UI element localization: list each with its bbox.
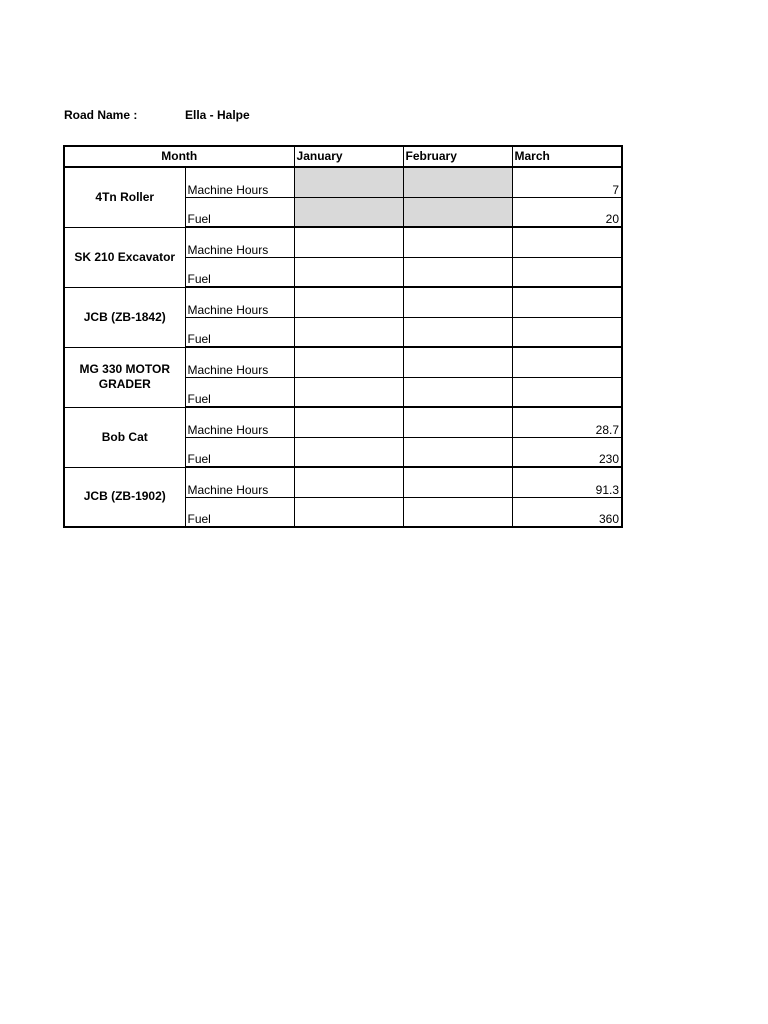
metric-label-cell[interactable]: Machine Hours [185,167,294,197]
value-cell-january[interactable] [294,167,403,197]
table-body [64,146,622,527]
metric-label-cell[interactable]: Machine Hours [185,467,294,497]
table-row [64,347,622,377]
machine-name-cell[interactable]: Bob Cat [64,407,185,467]
machine-name-cell[interactable]: JCB (ZB-1842) [64,287,185,347]
value-cell-march[interactable] [512,287,622,317]
value-cell-january[interactable] [294,437,403,467]
value-cell-january[interactable] [294,257,403,287]
value-cell-february[interactable] [403,257,512,287]
value-cell-march[interactable]: 20 [512,197,622,227]
table-row [64,407,622,437]
value-cell-february[interactable] [403,347,512,377]
value-cell-january[interactable] [294,377,403,407]
value-cell-january[interactable] [294,317,403,347]
value-cell-march[interactable] [512,227,622,257]
value-cell-january[interactable] [294,197,403,227]
road-name-label: Road Name : [64,108,138,122]
metric-label-cell[interactable]: Fuel [185,317,294,347]
metric-label-cell[interactable]: Machine Hours [185,407,294,437]
machine-name-cell[interactable]: MG 330 MOTOR GRADER [64,347,185,407]
metric-label-cell[interactable]: Fuel [185,377,294,407]
month-header-january[interactable]: January [294,146,403,167]
value-cell-february[interactable] [403,437,512,467]
value-cell-february[interactable] [403,497,512,527]
value-cell-february[interactable] [403,467,512,497]
metric-label-cell[interactable]: Machine Hours [185,287,294,317]
machine-name-cell[interactable]: JCB (ZB-1902) [64,467,185,527]
table-row [64,167,622,197]
machine-name-cell[interactable]: SK 210 Excavator [64,227,185,287]
value-cell-february[interactable] [403,287,512,317]
metric-label-cell[interactable]: Machine Hours [185,347,294,377]
table-row [64,287,622,317]
metric-label-cell[interactable]: Fuel [185,497,294,527]
value-cell-january[interactable] [294,497,403,527]
metric-label-cell[interactable]: Fuel [185,437,294,467]
month-header[interactable]: Month [64,146,294,167]
value-cell-january[interactable] [294,347,403,377]
value-cell-march[interactable]: 230 [512,437,622,467]
value-cell-february[interactable] [403,407,512,437]
value-cell-march[interactable] [512,377,622,407]
value-cell-march[interactable]: 28.7 [512,407,622,437]
month-header-march[interactable]: March [512,146,622,167]
header-row [64,146,622,167]
value-cell-february[interactable] [403,227,512,257]
value-cell-february[interactable] [403,167,512,197]
value-cell-march[interactable]: 360 [512,497,622,527]
month-header-february[interactable]: February [403,146,512,167]
value-cell-february[interactable] [403,377,512,407]
value-cell-march[interactable] [512,347,622,377]
road-name-value: Ella - Halpe [185,108,250,122]
value-cell-february[interactable] [403,317,512,347]
machine-name-cell[interactable]: 4Tn Roller [64,167,185,227]
metric-label-cell[interactable]: Fuel [185,257,294,287]
metric-label-cell[interactable]: Fuel [185,197,294,227]
table-row [64,227,622,257]
value-cell-march[interactable]: 91.3 [512,467,622,497]
value-cell-january[interactable] [294,407,403,437]
table-row [64,467,622,497]
value-cell-march[interactable] [512,317,622,347]
machine-usage-table [63,145,623,528]
value-cell-january[interactable] [294,287,403,317]
value-cell-march[interactable] [512,257,622,287]
value-cell-march[interactable]: 7 [512,167,622,197]
value-cell-january[interactable] [294,467,403,497]
metric-label-cell[interactable]: Machine Hours [185,227,294,257]
value-cell-january[interactable] [294,227,403,257]
value-cell-february[interactable] [403,197,512,227]
